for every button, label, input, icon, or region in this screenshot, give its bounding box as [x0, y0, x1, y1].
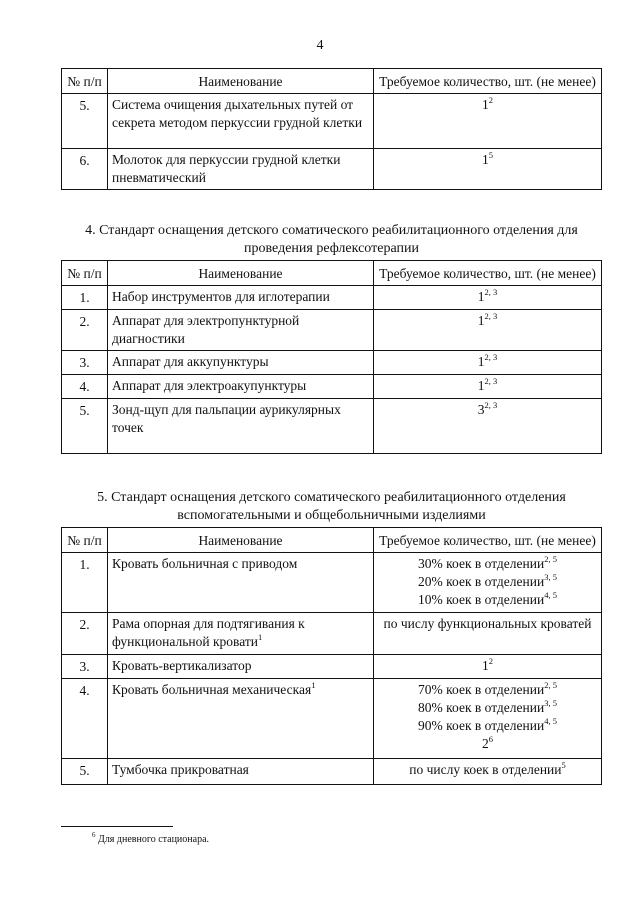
- row-name: Система очищения дыхательных путей от секрета методом перкуссии грудной клетки: [108, 94, 374, 149]
- footnote-ref: 5: [488, 149, 493, 160]
- page-number: 4: [316, 38, 324, 53]
- row-num: 2.: [62, 613, 108, 655]
- row-name: Молоток для перкуссии грудной клетки пневматический: [108, 149, 374, 190]
- table-row: [62, 553, 602, 613]
- row-name: Кровать-вертикализатор: [108, 655, 374, 679]
- table-row: [62, 399, 602, 454]
- table-row: [62, 310, 602, 351]
- footnote-ref: 1: [257, 631, 263, 642]
- footnote-ref: 2, 3: [484, 351, 498, 362]
- qty-value: 70% коек в отделении$^{2, 5}$: [418, 679, 557, 697]
- row-qty: [374, 399, 602, 454]
- qty-value: 30% коек в отделении$^{2, 5}$: [418, 553, 557, 571]
- table-row: [62, 679, 602, 759]
- qty-value: 80% коек в отделении$^{3, 5}$: [418, 697, 557, 715]
- qty-value: по числу коек в отделении$^5$: [409, 759, 566, 777]
- row-qty: [374, 286, 602, 310]
- footnote-ref: 5: [561, 759, 566, 770]
- footnote-ref: 1: [311, 679, 316, 690]
- row-qty: [374, 375, 602, 399]
- footnote-ref: 2, 3: [484, 310, 498, 321]
- equipment-table-continued: [61, 68, 602, 190]
- footnote-ref: 3, 5: [544, 571, 557, 582]
- footnote-ref: 2, 3: [484, 286, 498, 297]
- row-num: 1.: [62, 553, 108, 613]
- footnote-ref: 6: [488, 733, 493, 744]
- table-row: [62, 759, 602, 785]
- table-row: [62, 351, 602, 375]
- footnote-ref: 2, 5: [544, 679, 557, 690]
- header-name: Наименование: [108, 528, 374, 553]
- qty-value: $1^5$: [482, 149, 493, 167]
- qty-value: $2^6$: [482, 733, 493, 751]
- row-num: 1.: [62, 286, 108, 310]
- footnote-mark: 6: [92, 830, 96, 839]
- row-name: Аппарат для аккупунктуры: [108, 351, 374, 375]
- footnote-ref: 3, 5: [544, 697, 557, 708]
- row-qty: [374, 759, 602, 785]
- reflexotherapy-equipment-table: [61, 260, 602, 454]
- header-qty: Требуемое количество, шт. (не менее): [374, 528, 602, 553]
- row-name: Кровать больничная механическая$^1$: [108, 679, 374, 759]
- section-4-title: 4. Стандарт оснащения детского соматического реабилитационного отделения для проведения рефлексотерапии: [85, 223, 578, 256]
- footnote-ref: 2: [488, 94, 493, 105]
- row-qty: [374, 94, 602, 149]
- table-row: [62, 286, 602, 310]
- footnote-ref: 2: [488, 655, 493, 666]
- table-header-row: [62, 69, 602, 94]
- row-num: 5.: [62, 759, 108, 785]
- row-name: Зонд-щуп для пальпации аурикулярных точек: [108, 399, 374, 454]
- row-num: 6.: [62, 149, 108, 190]
- row-qty: [374, 553, 602, 613]
- footnote: [92, 830, 210, 845]
- table-header-row: [62, 261, 602, 286]
- row-num: 5.: [62, 399, 108, 454]
- footnote-ref: 2, 3: [484, 399, 498, 410]
- row-qty: [374, 149, 602, 190]
- header-num: № п/п: [62, 528, 108, 553]
- row-num: 2.: [62, 310, 108, 351]
- table-header-row: [62, 528, 602, 553]
- header-name: Наименование: [108, 261, 374, 286]
- row-num: 4.: [62, 375, 108, 399]
- row-name: Кровать больничная с приводом: [108, 553, 374, 613]
- qty-value: 1$^{2, 3}$: [477, 286, 498, 304]
- table-row: [62, 94, 602, 149]
- qty-value: 3$^{2, 3}$: [477, 399, 498, 417]
- row-name: Рама опорная для подтягивания к функциональной кровати$^1$: [108, 613, 374, 655]
- table-row: [62, 613, 602, 655]
- header-num: № п/п: [62, 69, 108, 94]
- section-5-title: 5. Стандарт оснащения детского соматического реабилитационного отделения вспомогательными и общебольничными изделиями: [97, 490, 566, 523]
- qty-value: по числу функциональных кроватей: [383, 616, 592, 631]
- row-name: Аппарат для электропунктурной диагностики: [108, 310, 374, 351]
- row-num: 3.: [62, 351, 108, 375]
- table-row: [62, 375, 602, 399]
- table-row: [62, 655, 602, 679]
- qty-value: 10% коек в отделении$^{4, 5}$: [418, 589, 557, 607]
- header-qty: Требуемое количество, шт. (не менее): [374, 261, 602, 286]
- qty-value: $1^2$: [482, 94, 493, 112]
- row-num: 3.: [62, 655, 108, 679]
- header-name: Наименование: [108, 69, 374, 94]
- row-qty: [374, 613, 602, 655]
- row-qty: [374, 310, 602, 351]
- qty-value: 1$^{2, 3}$: [477, 310, 498, 328]
- row-name: Аппарат для электроакупунктуры: [108, 375, 374, 399]
- row-name: Тумбочка прикроватная: [108, 759, 374, 785]
- row-qty: [374, 655, 602, 679]
- row-num: 4.: [62, 679, 108, 759]
- footnote-divider: [61, 826, 173, 827]
- qty-value: $1^2$: [482, 655, 493, 673]
- footnote-ref: 2, 3: [484, 375, 498, 386]
- footnote-text: Для дневного стационара.: [98, 834, 210, 845]
- footnote-ref: 4, 5: [544, 589, 557, 600]
- row-qty: [374, 679, 602, 759]
- qty-value: 1$^{2, 3}$: [477, 375, 498, 393]
- qty-value: 20% коек в отделении$^{3, 5}$: [418, 571, 557, 589]
- qty-value: 1$^{2, 3}$: [477, 351, 498, 369]
- table-row: [62, 149, 602, 190]
- header-num: № п/п: [62, 261, 108, 286]
- header-qty: Требуемое количество, шт. (не менее): [374, 69, 602, 94]
- qty-value: 90% коек в отделении$^{4, 5}$: [418, 715, 557, 733]
- row-qty: [374, 351, 602, 375]
- footnote-ref: 4, 5: [544, 715, 557, 726]
- auxiliary-equipment-table: [61, 527, 602, 785]
- row-num: 5.: [62, 94, 108, 149]
- footnote-ref: 2, 5: [544, 553, 557, 564]
- row-name: Набор инструментов для иглотерапии: [108, 286, 374, 310]
